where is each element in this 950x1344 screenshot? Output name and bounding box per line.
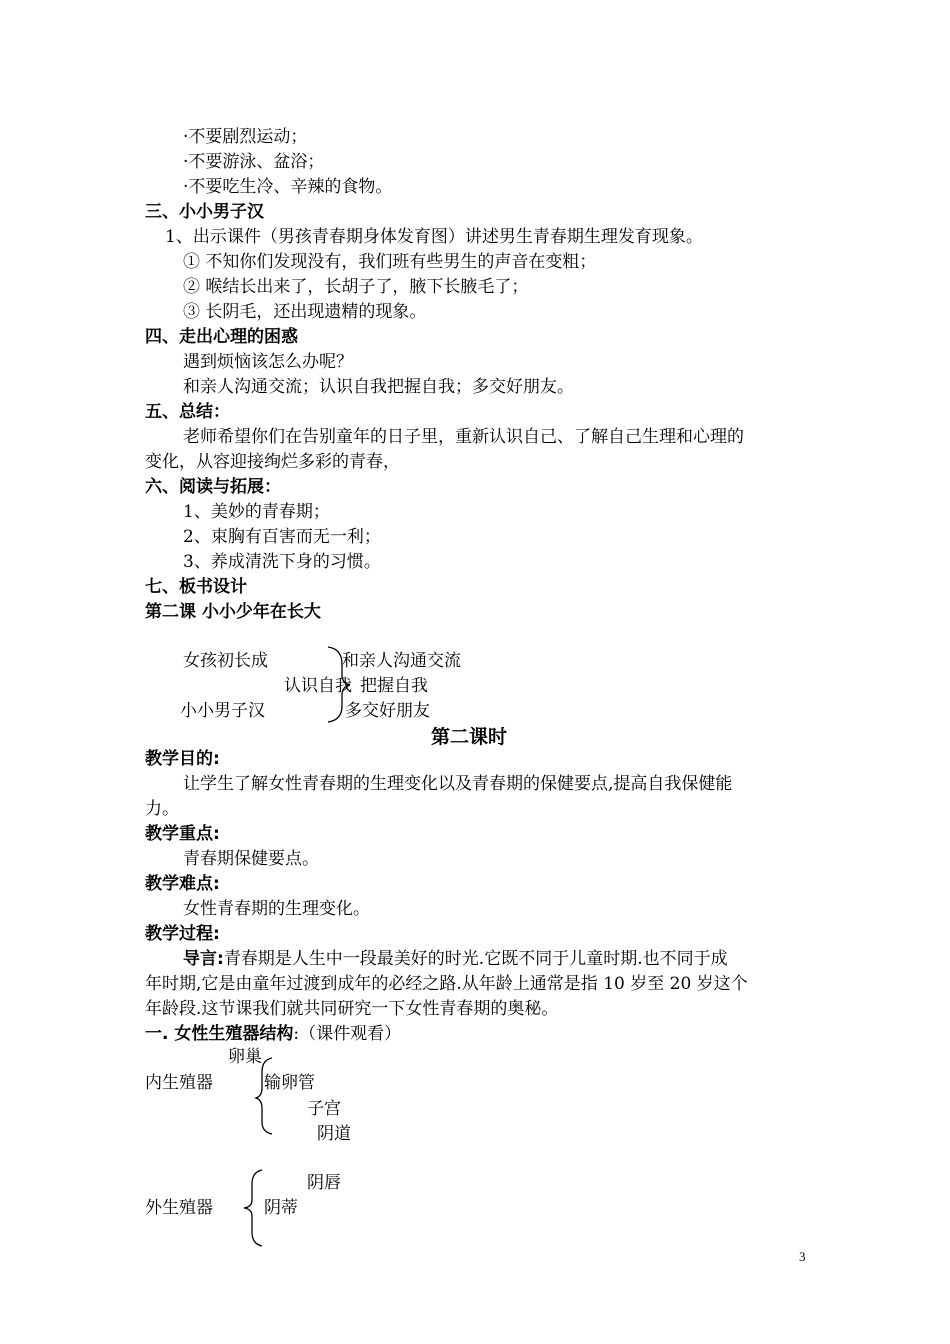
part-note: :（课件观看） bbox=[293, 1024, 402, 1044]
organ-group-label: 内生殖器 bbox=[145, 1073, 213, 1093]
board-item: 多交好朋友 bbox=[345, 701, 430, 721]
section-heading: 三、小小男子汉 bbox=[145, 202, 264, 222]
text-line: 1、出示课件（男孩青春期身体发育图）讲述男生青春期生理发育现象。 bbox=[165, 227, 703, 247]
part-heading: 一. 女性生殖器结构 bbox=[145, 1024, 294, 1044]
section-heading: 六、阅读与拓展： bbox=[145, 477, 281, 497]
organ-item: 阴道 bbox=[317, 1124, 351, 1144]
text-line: ③ 长阴毛，还出现遗精的现象。 bbox=[183, 302, 427, 322]
text-line: ① 不知你们发现没有，我们班有些男生的声音在变粗； bbox=[183, 252, 597, 272]
text-line: 青春期保健要点。 bbox=[183, 849, 319, 869]
board-item: 认识自我 bbox=[284, 676, 352, 696]
text-line: 年龄段.这节课我们就共同研究一下女性青春期的奥秘。 bbox=[145, 999, 559, 1019]
board-item: 小小男子汉 bbox=[180, 701, 265, 721]
intro-text: 青春期是人生中一段最美好的时光.它既不同于儿童时期.也不同于成 bbox=[223, 949, 728, 969]
organ-item: 输卵管 bbox=[264, 1073, 315, 1093]
text-line: 2、束胸有百害而无一利； bbox=[183, 527, 381, 547]
organ-item: 阴唇 bbox=[307, 1173, 341, 1193]
intro-label: 导言: bbox=[183, 949, 224, 969]
text-line: ·不要吃生冷、辛辣的食物。 bbox=[183, 177, 393, 197]
label-heading: 教学过程: bbox=[145, 924, 220, 944]
text-line: 遇到烦恼该怎么办呢？ bbox=[183, 352, 353, 372]
lesson-subtitle: 第二课时 bbox=[431, 726, 508, 748]
text-line: 力。 bbox=[145, 799, 179, 819]
organ-item: 卵巢 bbox=[228, 1047, 262, 1067]
section-heading: 四、走出心理的困惑 bbox=[145, 327, 298, 347]
organ-item: 子宫 bbox=[307, 1099, 341, 1119]
lesson-title: 第二课 小小少年在长大 bbox=[145, 602, 321, 622]
text-line: 年时期,它是由童年过渡到成年的必经之路.从年龄上通常是指 10 岁至 20 岁这个 bbox=[145, 974, 748, 994]
page-number: 3 bbox=[799, 1249, 806, 1264]
organ-group-label: 外生殖器 bbox=[145, 1198, 213, 1218]
board-item: 和亲人沟通交流 bbox=[342, 651, 461, 671]
board-item: 女孩初长成 bbox=[183, 651, 268, 671]
text-line: 变化，从容迎接绚烂多彩的青春， bbox=[145, 452, 400, 472]
board-item: 把握自我 bbox=[360, 676, 428, 696]
label-heading: 教学难点: bbox=[145, 874, 220, 894]
section-heading: 五、总结： bbox=[145, 402, 230, 422]
text-line: 女性青春期的生理变化。 bbox=[183, 899, 370, 919]
text-line: 3、养成清洗下身的习惯。 bbox=[183, 552, 381, 572]
label-heading: 教学目的: bbox=[145, 749, 220, 769]
organ-item: 阴蒂 bbox=[264, 1198, 298, 1218]
label-heading: 教学重点: bbox=[145, 824, 220, 844]
text-line: ·不要剧烈运动； bbox=[183, 127, 308, 147]
text-line: 让学生了解女性青春期的生理变化以及青春期的保健要点,提高自我保健能 bbox=[183, 774, 733, 794]
section-heading: 七、板书设计 bbox=[145, 577, 247, 597]
text-line: ·不要游泳、盆浴； bbox=[183, 152, 325, 172]
text-line: 老师希望你们在告别童年的日子里，重新认识自己、了解自己生理和心理的 bbox=[183, 427, 744, 447]
text-line: ② 喉结长出来了，长胡子了，腋下长腋毛了； bbox=[183, 277, 529, 297]
text-line: 1、美妙的青春期； bbox=[183, 502, 330, 522]
text-line: 和亲人沟通交流；认识自我把握自我；多交好朋友。 bbox=[183, 377, 574, 397]
